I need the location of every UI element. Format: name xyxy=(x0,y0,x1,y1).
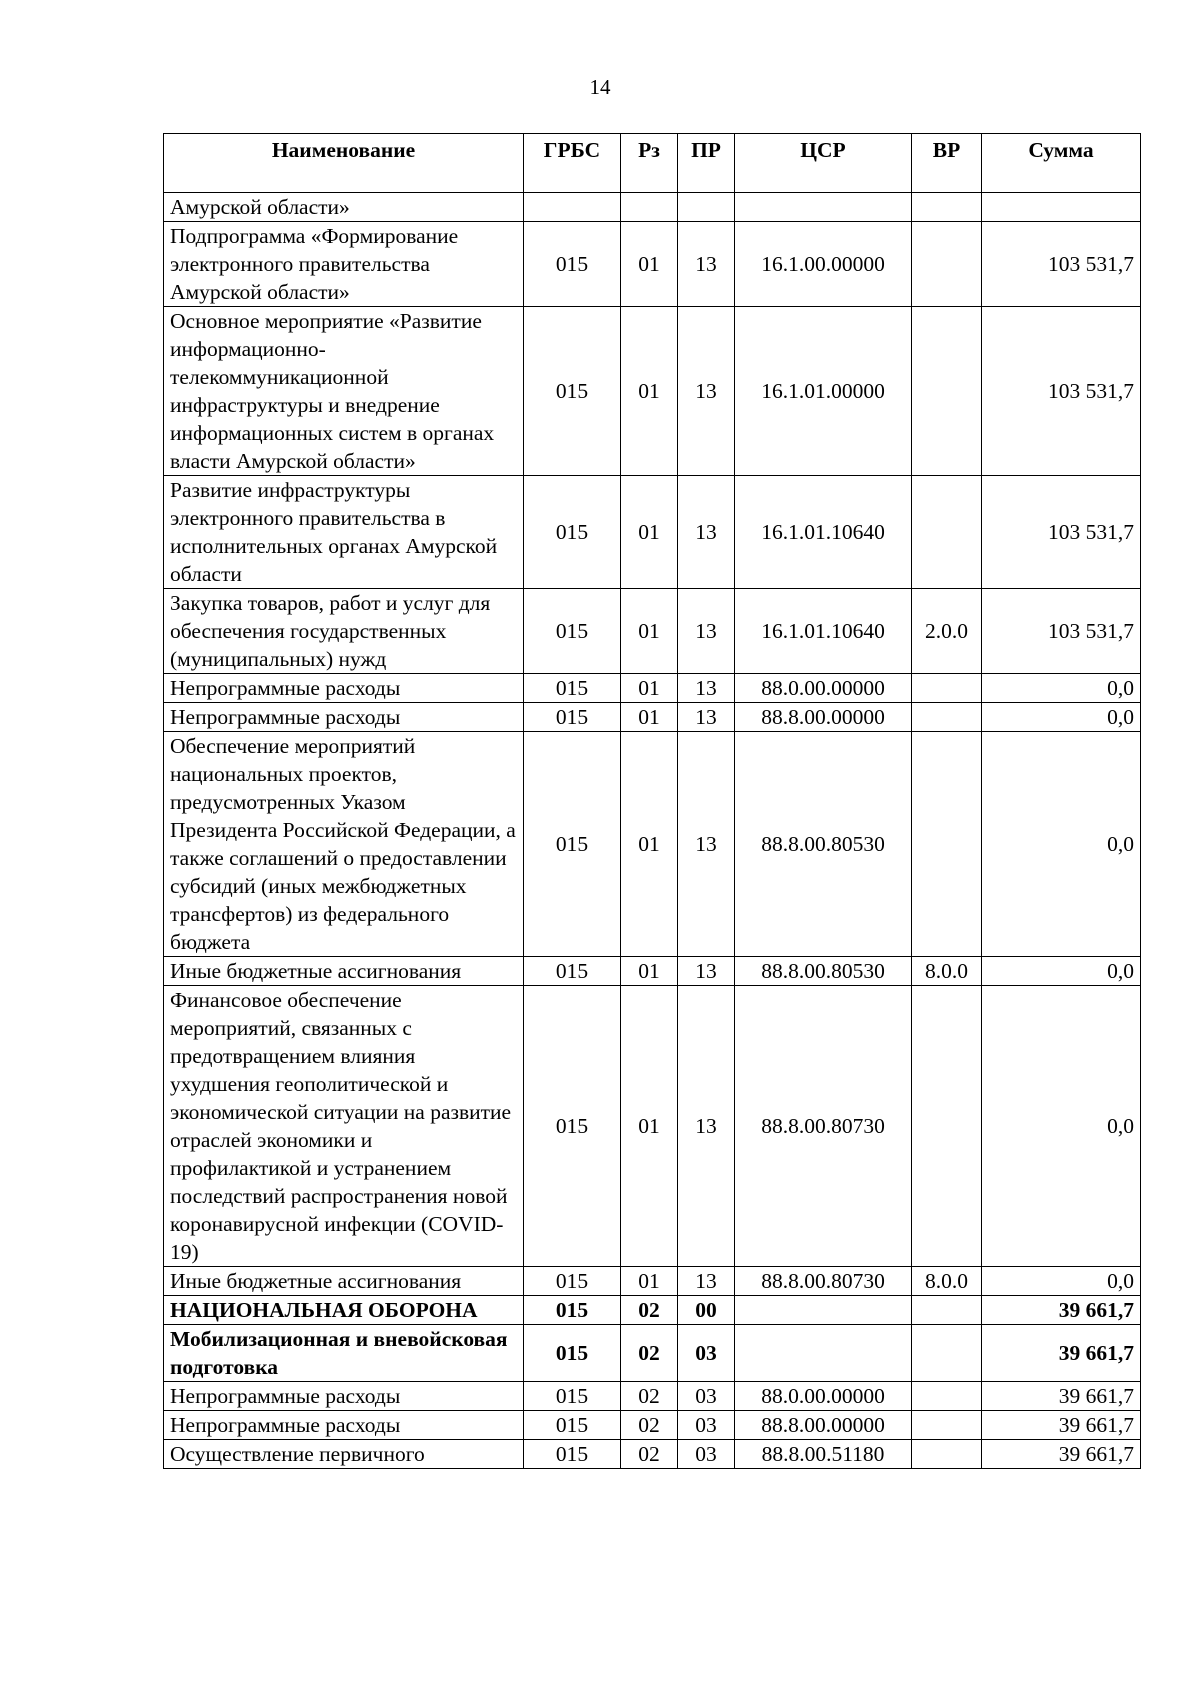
cell-rz: 01 xyxy=(621,307,678,476)
cell-csr: 16.1.00.00000 xyxy=(735,222,912,307)
cell-sum: 103 531,7 xyxy=(982,589,1141,674)
cell-name: Иные бюджетные ассигнования xyxy=(164,957,524,986)
cell-vr xyxy=(912,307,982,476)
header-grbs: ГРБС xyxy=(524,134,621,193)
cell-grbs: 015 xyxy=(524,307,621,476)
cell-csr: 16.1.01.00000 xyxy=(735,307,912,476)
cell-pr: 13 xyxy=(678,703,735,732)
cell-sum: 103 531,7 xyxy=(982,222,1141,307)
cell-pr: 13 xyxy=(678,1267,735,1296)
cell-vr xyxy=(912,1411,982,1440)
cell-grbs xyxy=(524,193,621,222)
cell-csr: 88.8.00.80530 xyxy=(735,732,912,957)
cell-csr: 88.0.00.00000 xyxy=(735,674,912,703)
cell-name: Непрограммные расходы xyxy=(164,703,524,732)
cell-vr xyxy=(912,1296,982,1325)
cell-name: Закупка товаров, работ и услуг для обеспечения государственных (муниципальных) нужд xyxy=(164,589,524,674)
cell-sum: 0,0 xyxy=(982,1267,1141,1296)
cell-pr: 03 xyxy=(678,1411,735,1440)
cell-rz: 01 xyxy=(621,732,678,957)
cell-grbs: 015 xyxy=(524,222,621,307)
cell-grbs: 015 xyxy=(524,957,621,986)
cell-sum: 0,0 xyxy=(982,732,1141,957)
cell-rz: 01 xyxy=(621,674,678,703)
table-row xyxy=(164,1382,1141,1411)
cell-grbs: 015 xyxy=(524,589,621,674)
header-rz: Рз xyxy=(621,134,678,193)
cell-sum: 103 531,7 xyxy=(982,307,1141,476)
cell-rz: 01 xyxy=(621,986,678,1267)
cell-name: Непрограммные расходы xyxy=(164,1382,524,1411)
table-body xyxy=(164,193,1141,1469)
cell-rz: 02 xyxy=(621,1296,678,1325)
cell-vr: 2.0.0 xyxy=(912,589,982,674)
cell-pr: 13 xyxy=(678,986,735,1267)
cell-pr: 03 xyxy=(678,1440,735,1469)
cell-pr: 13 xyxy=(678,732,735,957)
cell-csr: 88.8.00.80730 xyxy=(735,1267,912,1296)
table-row xyxy=(164,1267,1141,1296)
cell-vr xyxy=(912,1382,982,1411)
cell-pr: 13 xyxy=(678,674,735,703)
cell-sum: 39 661,7 xyxy=(982,1440,1141,1469)
cell-name: Финансовое обеспечение мероприятий, связанных с предотвращением влияния ухудшения геополитической и экономической ситуации на развитие отраслей экономики и профилактикой и устранением последствий распространения новой коронавирусной инфекции (COVID-19) xyxy=(164,986,524,1267)
cell-pr: 13 xyxy=(678,957,735,986)
cell-rz: 01 xyxy=(621,589,678,674)
table-row xyxy=(164,1296,1141,1325)
table-row xyxy=(164,957,1141,986)
cell-pr: 13 xyxy=(678,222,735,307)
cell-vr xyxy=(912,703,982,732)
cell-pr xyxy=(678,193,735,222)
cell-sum: 0,0 xyxy=(982,957,1141,986)
cell-grbs: 015 xyxy=(524,674,621,703)
cell-vr xyxy=(912,732,982,957)
cell-grbs: 015 xyxy=(524,732,621,957)
cell-grbs: 015 xyxy=(524,986,621,1267)
cell-sum xyxy=(982,193,1141,222)
cell-csr: 88.8.00.51180 xyxy=(735,1440,912,1469)
table-row xyxy=(164,1325,1141,1382)
cell-name: Подпрограмма «Формирование электронного правительства Амурской области» xyxy=(164,222,524,307)
cell-name: Мобилизационная и вневойсковая подготовка xyxy=(164,1325,524,1382)
cell-sum: 103 531,7 xyxy=(982,476,1141,589)
cell-rz: 02 xyxy=(621,1411,678,1440)
cell-csr: 88.8.00.00000 xyxy=(735,1411,912,1440)
table-row xyxy=(164,703,1141,732)
budget-table xyxy=(163,133,1141,1469)
cell-rz: 01 xyxy=(621,476,678,589)
cell-sum: 39 661,7 xyxy=(982,1411,1141,1440)
cell-csr xyxy=(735,1296,912,1325)
cell-name: Амурской области» xyxy=(164,193,524,222)
page-number: 14 xyxy=(589,75,611,99)
cell-grbs: 015 xyxy=(524,476,621,589)
table-row xyxy=(164,1440,1141,1469)
cell-sum: 0,0 xyxy=(982,986,1141,1267)
cell-rz: 02 xyxy=(621,1440,678,1469)
table-row xyxy=(164,222,1141,307)
cell-rz: 01 xyxy=(621,222,678,307)
cell-name: Развитие инфраструктуры электронного правительства в исполнительных органах Амурской области xyxy=(164,476,524,589)
cell-vr xyxy=(912,1440,982,1469)
cell-grbs: 015 xyxy=(524,1411,621,1440)
cell-vr xyxy=(912,476,982,589)
cell-sum: 0,0 xyxy=(982,703,1141,732)
cell-name: Непрограммные расходы xyxy=(164,1411,524,1440)
cell-vr xyxy=(912,193,982,222)
cell-vr xyxy=(912,222,982,307)
cell-grbs: 015 xyxy=(524,1382,621,1411)
table-header-row xyxy=(164,134,1141,193)
cell-name: Непрограммные расходы xyxy=(164,674,524,703)
cell-pr: 13 xyxy=(678,589,735,674)
cell-rz: 02 xyxy=(621,1382,678,1411)
cell-name: НАЦИОНАЛЬНАЯ ОБОРОНА xyxy=(164,1296,524,1325)
cell-grbs: 015 xyxy=(524,1267,621,1296)
cell-pr: 03 xyxy=(678,1325,735,1382)
cell-sum: 0,0 xyxy=(982,674,1141,703)
cell-csr: 16.1.01.10640 xyxy=(735,476,912,589)
table-row xyxy=(164,1411,1141,1440)
header-csr: ЦСР xyxy=(735,134,912,193)
cell-rz: 01 xyxy=(621,703,678,732)
table-row xyxy=(164,986,1141,1267)
header-vr: ВР xyxy=(912,134,982,193)
cell-name: Иные бюджетные ассигнования xyxy=(164,1267,524,1296)
cell-csr xyxy=(735,193,912,222)
cell-csr: 88.8.00.80530 xyxy=(735,957,912,986)
cell-csr: 88.0.00.00000 xyxy=(735,1382,912,1411)
cell-rz xyxy=(621,193,678,222)
cell-csr: 16.1.01.10640 xyxy=(735,589,912,674)
table-row xyxy=(164,732,1141,957)
cell-vr: 8.0.0 xyxy=(912,1267,982,1296)
table-row xyxy=(164,307,1141,476)
cell-vr xyxy=(912,986,982,1267)
table-row xyxy=(164,193,1141,222)
cell-grbs: 015 xyxy=(524,703,621,732)
header-name: Наименование xyxy=(164,134,524,193)
table-row xyxy=(164,476,1141,589)
cell-rz: 01 xyxy=(621,957,678,986)
cell-sum: 39 661,7 xyxy=(982,1325,1141,1382)
cell-vr xyxy=(912,674,982,703)
cell-pr: 00 xyxy=(678,1296,735,1325)
cell-csr xyxy=(735,1325,912,1382)
cell-name: Обеспечение мероприятий национальных проектов, предусмотренных Указом Президента Российской Федерации, а также соглашений о предоставлении субсидий (иных межбюджетных трансфертов) из федерального бюджета xyxy=(164,732,524,957)
cell-rz: 02 xyxy=(621,1325,678,1382)
cell-name: Осуществление первичного xyxy=(164,1440,524,1469)
cell-csr: 88.8.00.80730 xyxy=(735,986,912,1267)
cell-grbs: 015 xyxy=(524,1325,621,1382)
cell-name: Основное мероприятие «Развитие информационно-телекоммуникационной инфраструктуры и внедрение информационных систем в органах власти Амурской области» xyxy=(164,307,524,476)
header-pr: ПР xyxy=(678,134,735,193)
cell-pr: 13 xyxy=(678,476,735,589)
cell-pr: 03 xyxy=(678,1382,735,1411)
cell-pr: 13 xyxy=(678,307,735,476)
cell-sum: 39 661,7 xyxy=(982,1296,1141,1325)
table-row xyxy=(164,674,1141,703)
cell-vr xyxy=(912,1325,982,1382)
header-sum: Сумма xyxy=(982,134,1141,193)
cell-rz: 01 xyxy=(621,1267,678,1296)
cell-vr: 8.0.0 xyxy=(912,957,982,986)
cell-grbs: 015 xyxy=(524,1296,621,1325)
cell-sum: 39 661,7 xyxy=(982,1382,1141,1411)
table-row xyxy=(164,589,1141,674)
cell-csr: 88.8.00.00000 xyxy=(735,703,912,732)
cell-grbs: 015 xyxy=(524,1440,621,1469)
